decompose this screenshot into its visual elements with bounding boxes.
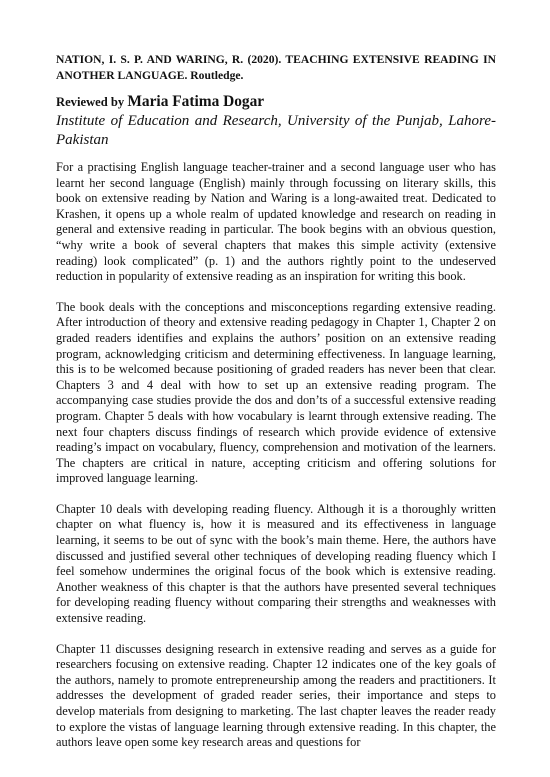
reviewed-by-label: Reviewed by xyxy=(56,95,125,109)
body-paragraph-1: For a practising English language teacher-trainer and a second language user who has learnt her second language (English) mainly through focussing on literary skills, this book on extensive reading by Nation and Waring is a long-awaited treat. Dedicated to Krashen, it opens up a whole realm of updated knowledge and research on reading in general and extensive reading in particular. The book begins with an obvious question, “why write a book of several chapters that makes this simple activity (extensive reading) look complicated” (p. 1) and the authors rightly point to the undeserved reduction in popularity of extensive reading as an inspiration for writing this book. xyxy=(56,160,496,284)
review-page xyxy=(56,52,496,766)
reviewer-name: Maria Fatima Dogar xyxy=(127,93,265,110)
reviewer-line xyxy=(56,93,496,111)
body-paragraph-2: The book deals with the conceptions and misconceptions regarding extensive reading. After introduction of theory and extensive reading pedagogy in Chapter 1, Chapter 2 on graded readers identifies and explains the authors’ position on an extensive reading program, acknowledging criticism and determining effectiveness. In language learning, this is to be welcomed because positioning of graded readers has never been that clear. Chapters 3 and 4 deal with how to set up an extensive reading program. The accompanying case studies provide the dos and don’ts of a successful extensive reading program. Chapter 5 deals with how vocabulary is learnt through extensive reading. The next four chapters discuss findings of research which provide evidence of extensive reading’s impact on vocabulary, fluency, comprehension and motivation of the learners. The chapters are critical in nature, accepting criticism and offering solutions for improved language learning. xyxy=(56,299,496,486)
book-citation-title: NATION, I. S. P. AND WARING, R. (2020). TEACHING EXTENSIVE READING IN ANOTHER LANGUAGE. Routledge. xyxy=(56,53,496,82)
body-paragraph-4: Chapter 11 discusses designing research in extensive reading and serves as a guide for researchers focusing on extensive reading. Chapter 12 indicates one of the key goals of the authors, namely to promote entrepreneurship among the readers and practitioners. It addresses the development of graded reader series, their importance and steps to develop materials from designing to marketing. The last chapter leaves the reader ready to explore the vistas of language learning through extensive reading. In this chapter, the authors leave open some key research areas and questions for xyxy=(56,641,496,750)
body-paragraph-3: Chapter 10 deals with developing reading fluency. Although it is a thoroughly written chapter on what fluency is, how it is measured and its effectiveness in language learning, it seems to be out of sync with the book’s main theme. Here, the authors have discussed and justified several other techniques of developing reading fluency which I feel somehow undermines the original focus of the book which is extensive reading. Another weakness of this chapter is that the authors have presented several techniques for developing reading fluency without comparing their strengths and weaknesses with extensive reading. xyxy=(56,501,496,626)
reviewer-affiliation: Institute of Education and Research, University of the Punjab, Lahore-Pakistan xyxy=(56,113,496,148)
